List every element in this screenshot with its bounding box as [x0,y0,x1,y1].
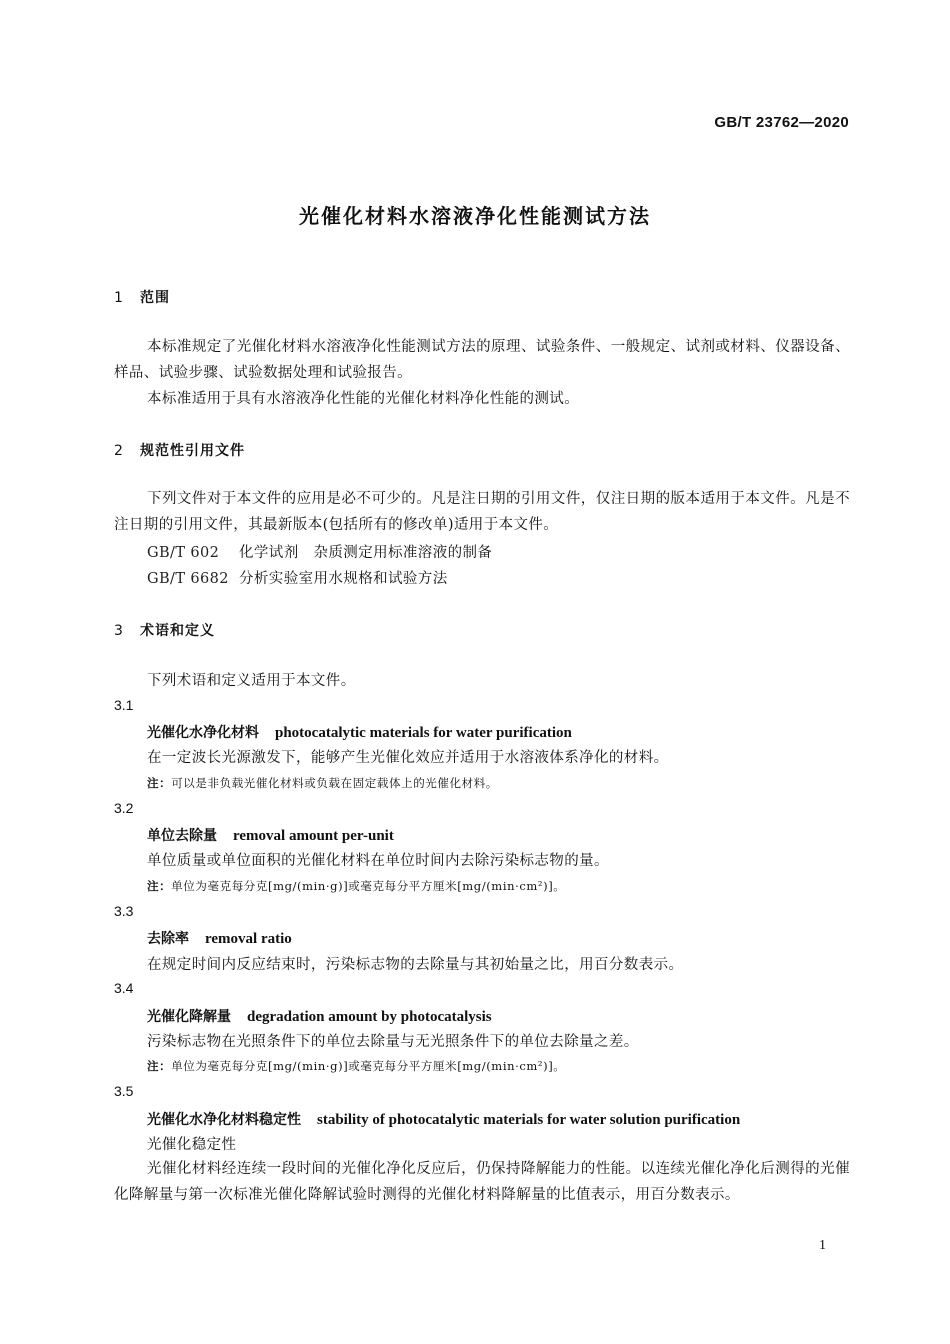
note-text: 单位为毫克每分克[mg/(min·g)]或毫克每分平方厘米[mg/(min·cm²)]。 [171,1059,566,1073]
term-definition: 光催化材料经连续一段时间的光催化净化反应后，仍保持降解能力的性能。以连续光催化净化后测得的光催化降解量与第一次标准光催化降解试验时测得的光催化材料降解量的比值表示，用百分数表示。 [114,1161,850,1203]
term-number: 3.1 [114,697,134,713]
page-number: 1 [819,1238,826,1253]
term-heading [147,825,394,845]
reference-code: GB/T 602 [147,545,220,561]
document-title: 光催化材料水溶液净化性能测试方法 [299,204,651,228]
term-zh: 光催化水净化材料稳定性 [147,1112,301,1128]
term-note [147,775,498,791]
reference-title: 分析实验室用水规格和试验方法 [239,571,448,587]
note-text: 单位为毫克每分克[mg/(min·g)]或毫克每分平方厘米[mg/(min·cm²)]。 [171,879,566,893]
term-en: removal ratio [205,931,292,947]
term-definition: 在一定波长光源激发下，能够产生光催化效应并适用于水溶液体系净化的材料。 [147,750,669,766]
term-heading [147,928,292,948]
note-label: 注： [147,776,172,790]
note-label: 注： [147,879,172,893]
term-definition: 污染标志物在光照条件下的单位去除量与无光照条件下的单位去除量之差。 [147,1034,639,1050]
term-en: photocatalytic materials for water purification [275,725,572,741]
section-title: 规范性引用文件 [140,443,245,459]
term-zh: 去除率 [147,931,189,947]
term-note [147,878,565,894]
note-label: 注： [147,1059,172,1073]
reference-title: 化学试剂 杂质测定用标准溶液的制备 [239,545,493,561]
term-en: degradation amount by photocatalysis [247,1009,492,1025]
note-text: 可以是非负载光催化材料或负载在固定载体上的光催化材料。 [171,776,498,790]
reference-item [147,567,448,588]
term-note [147,1058,565,1074]
term-number: 3.4 [114,980,134,996]
section-number: 3 [114,623,124,639]
section-3-intro: 下列术语和定义适用于本文件。 [147,673,356,689]
reference-code: GB/T 6682 [147,571,229,587]
section-1-heading [114,287,170,307]
section-1-paragraph-2: 本标准适用于具有水溶液净化性能的光催化材料净化性能的测试。 [147,391,580,407]
term-heading [147,1109,740,1129]
term-definition: 单位质量或单位面积的光催化材料在单位时间内去除污染标志物的量。 [147,853,609,869]
term-number: 3.5 [114,1083,134,1099]
term-en: stability of photocatalytic materials for water solution purification [317,1112,741,1128]
term-heading [147,722,572,742]
section-1-paragraph-1: 本标准规定了光催化材料水溶液净化性能测试方法的原理、试验条件、一般规定、试剂或材料、仪器设备、样品、试验步骤、试验数据处理和试验报告。 [114,339,850,381]
section-title: 范围 [140,290,170,306]
section-title: 术语和定义 [140,623,215,639]
section-number: 2 [114,443,124,459]
section-2-paragraph: 下列文件对于本文件的应用是必不可少的。凡是注日期的引用文件，仅注日期的版本适用于本文件。凡是不注日期的引用文件，其最新版本(包括所有的修改单)适用于本文件。 [114,491,850,533]
term-en: removal amount per-unit [233,828,394,844]
reference-item [147,541,492,562]
term-zh: 光催化降解量 [147,1009,231,1025]
term-number: 3.2 [114,800,134,816]
section-3-heading [114,620,215,640]
term-zh: 单位去除量 [147,828,217,844]
section-2-heading [114,440,245,460]
section-number: 1 [114,290,124,306]
term-heading [147,1006,492,1026]
term-definition: 在规定时间内反应结束时，污染标志物的去除量与其初始量之比，用百分数表示。 [147,957,684,973]
standard-code: GB/T 23762—2020 [714,114,849,131]
term-zh: 光催化水净化材料 [147,725,259,741]
term-number: 3.3 [114,903,134,919]
term-alternative: 光催化稳定性 [147,1137,237,1153]
